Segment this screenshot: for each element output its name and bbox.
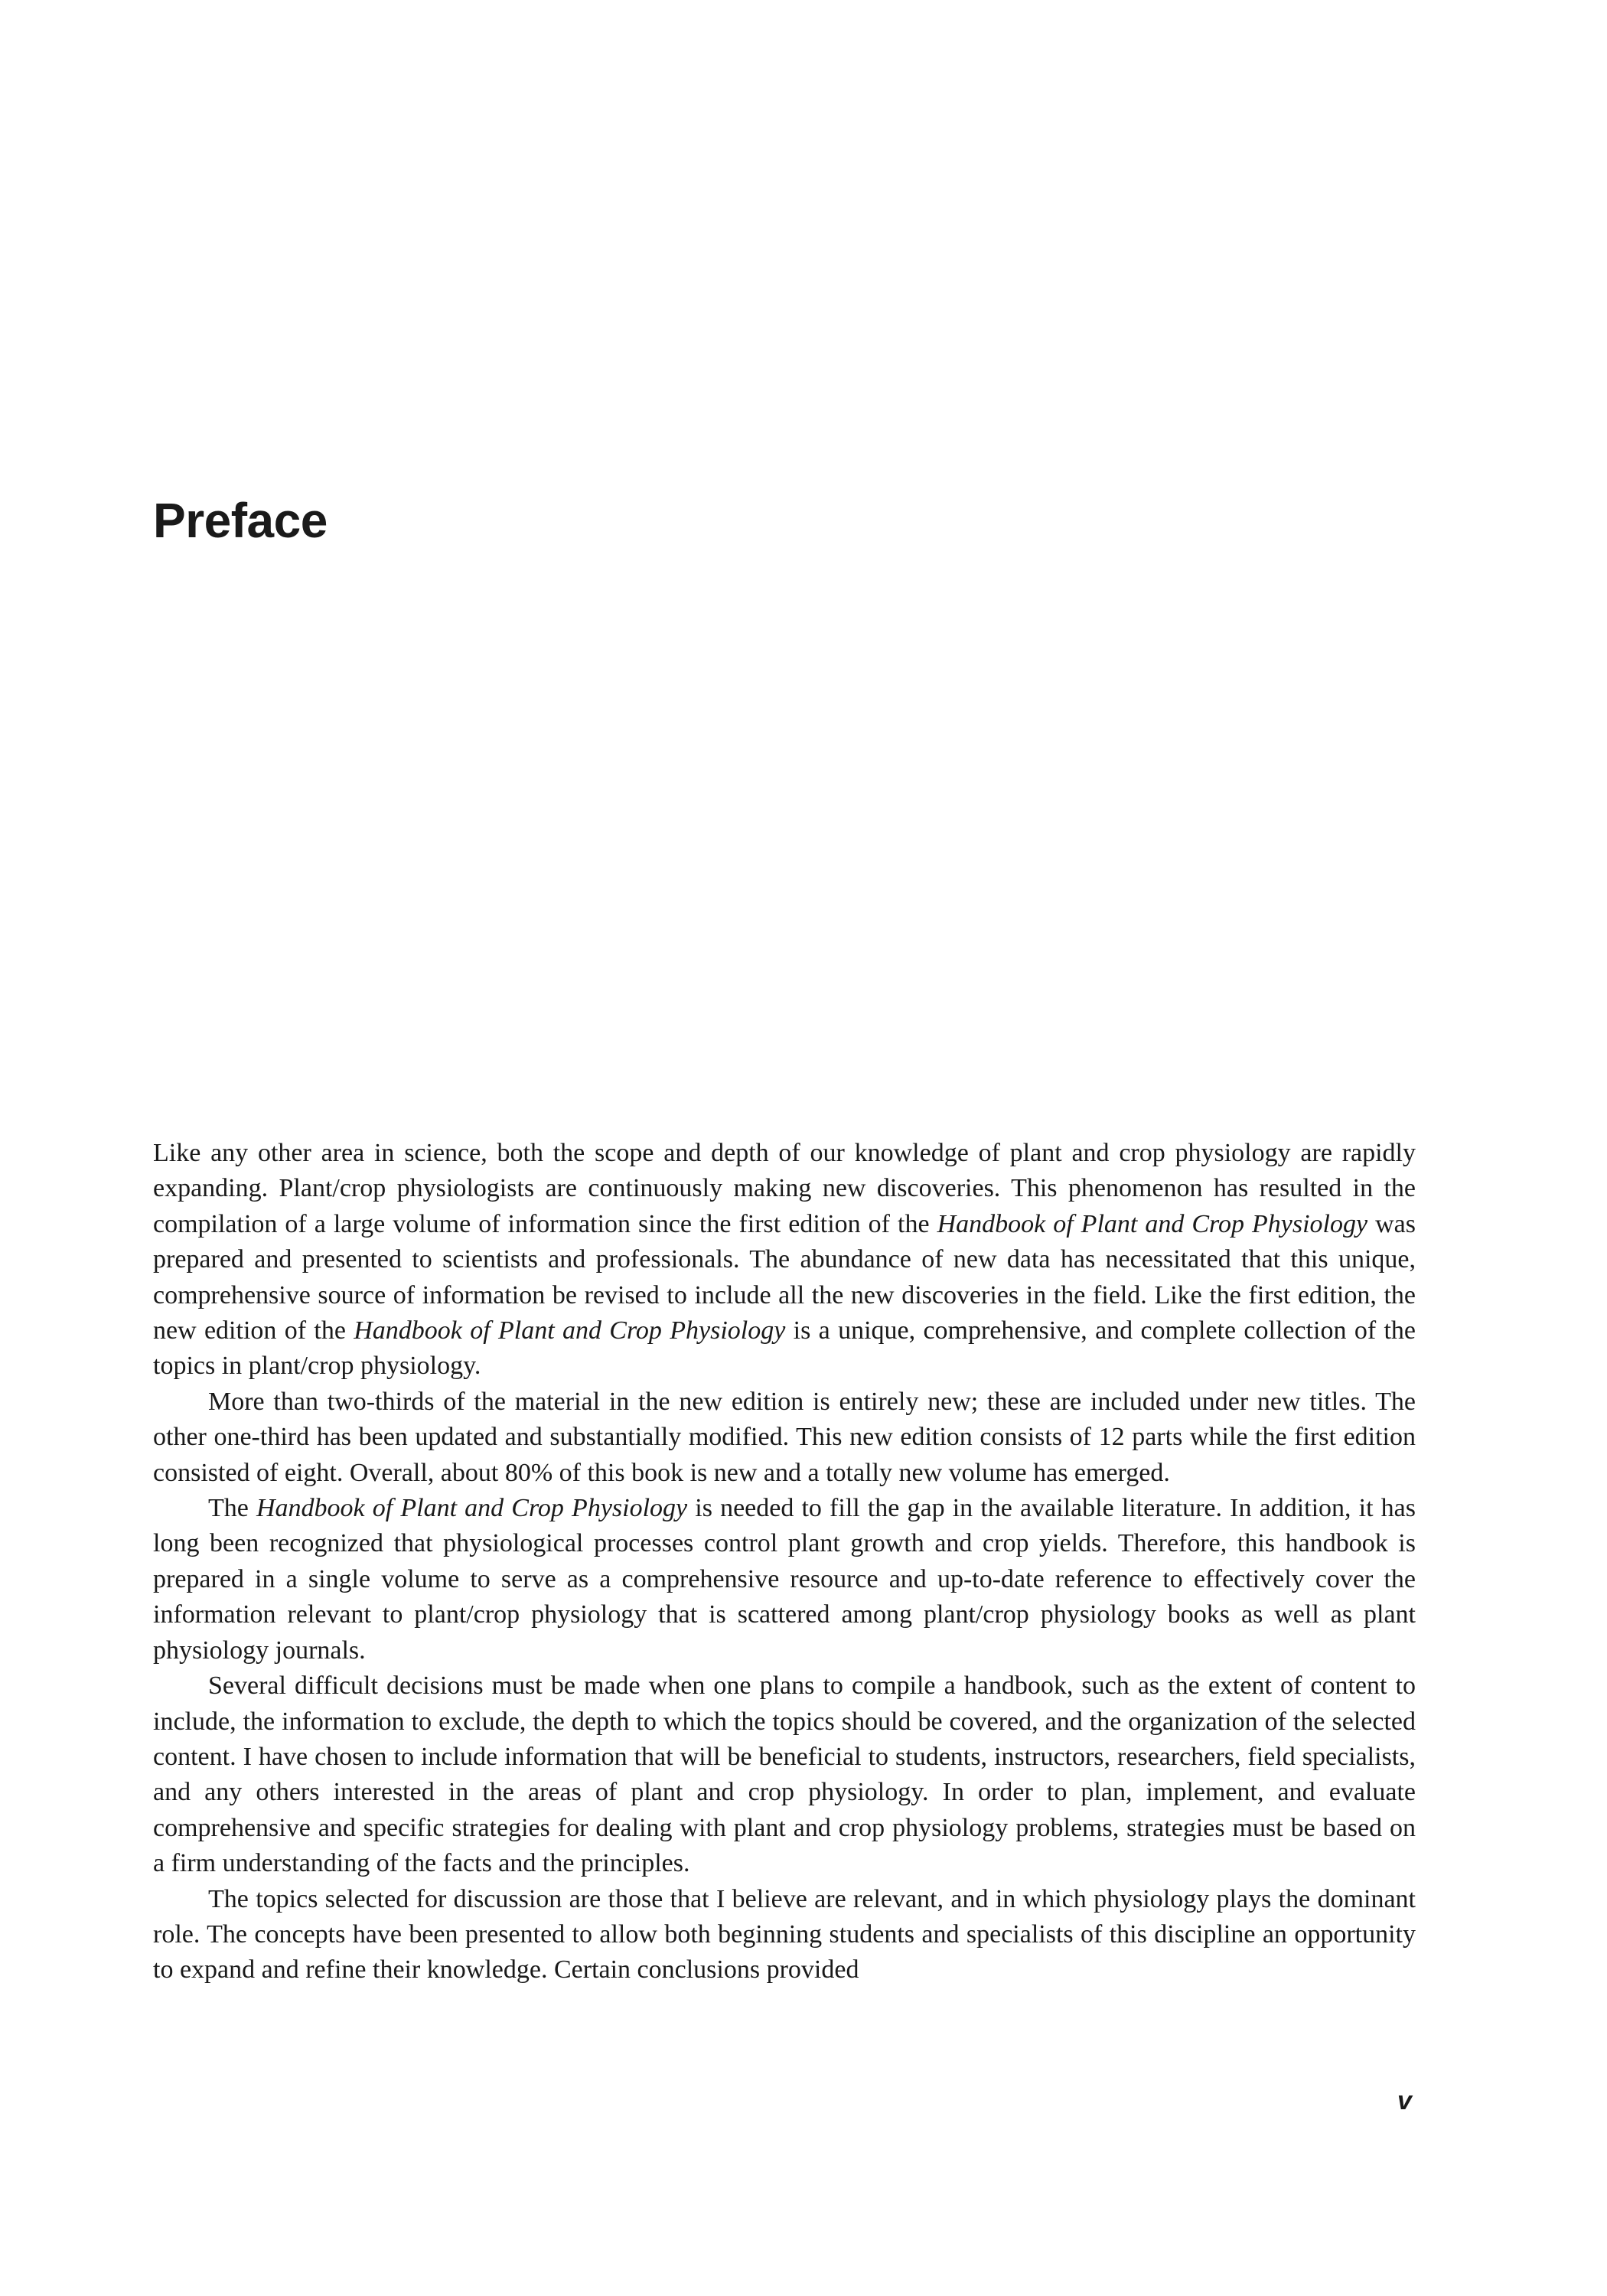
paragraph-text: The (208, 1494, 256, 1523)
paragraph-text: was prepared and presented to scientists and professionals. The abundance of new data has necessitated that this unique, comprehensive source of information be revised to include all the new discoveries in the field. Like the first edition, the new edition of the (153, 1209, 1416, 1345)
body-paragraph (153, 1491, 1416, 1668)
body-paragraph (153, 1136, 1416, 1384)
paragraph-text: The topics selected for discussion are those that I believe are relevant, and in which physiology plays the dominant role. The concepts have been presented to allow both beginning students and specialists of this discipline an opportunity to expand and refine their knowledge. Certain conclusions provided (153, 1884, 1416, 1985)
book-title-italic: Handbook of Plant and Crop Physiology (256, 1494, 688, 1523)
book-title-italic: Handbook of Plant and Crop Physiology (937, 1209, 1368, 1238)
paragraph-text: is needed to fill the gap in the available literature. In addition, it has long been recognized that physiological processes control plant growth and crop yields. Therefore, this handbook is prepared in a single volume to serve as a comprehensive resource and up-to-date reference to effectively cover the information relevant to plant/crop physiology that is scattered among plant/crop physiology books as well as plant physiology journals. (153, 1494, 1416, 1665)
preface-body (153, 1136, 1416, 1988)
body-paragraph (153, 1882, 1416, 1988)
paragraph-text: Several difficult decisions must be made when one plans to compile a handbook, such as the extent of content to include, the information to exclude, the depth to which the topics should be covered, and the organization of the selected content. I have chosen to include information that will be beneficial to students, instructors, researchers, field specialists, and any others interested in the areas of plant and crop physiology. In order to plan, implement, and evaluate comprehensive and specific strategies for dealing with plant and crop physiology problems, strategies must be based on a firm understanding of the facts and the principles. (153, 1671, 1416, 1878)
page-title: Preface (153, 493, 328, 548)
book-title-italic: Handbook of Plant and Crop Physiology (354, 1316, 786, 1345)
page-number: v (1397, 2086, 1412, 2115)
body-paragraph (153, 1384, 1416, 1491)
paragraph-text: More than two-thirds of the material in the new edition is entirely new; these are included under new titles. The other one-third has been updated and substantially modified. This new edition consists of 12 parts while the first edition consisted of eight. Overall, about 80% of this book is new and a totally new volume has emerged. (153, 1387, 1416, 1487)
paragraph-text: Like any other area in science, both the scope and depth of our knowledge of plant and crop physiology are rapidly expanding. Plant/crop physiologists are continuously making new discoveries. This phenomenon has resulted in the compilation of a large volume of information since the first edition of the (153, 1139, 1416, 1238)
paragraph-text: is a unique, comprehensive, and complete collection of the topics in plant/crop physiology. (153, 1316, 1416, 1381)
body-paragraph (153, 1668, 1416, 1881)
